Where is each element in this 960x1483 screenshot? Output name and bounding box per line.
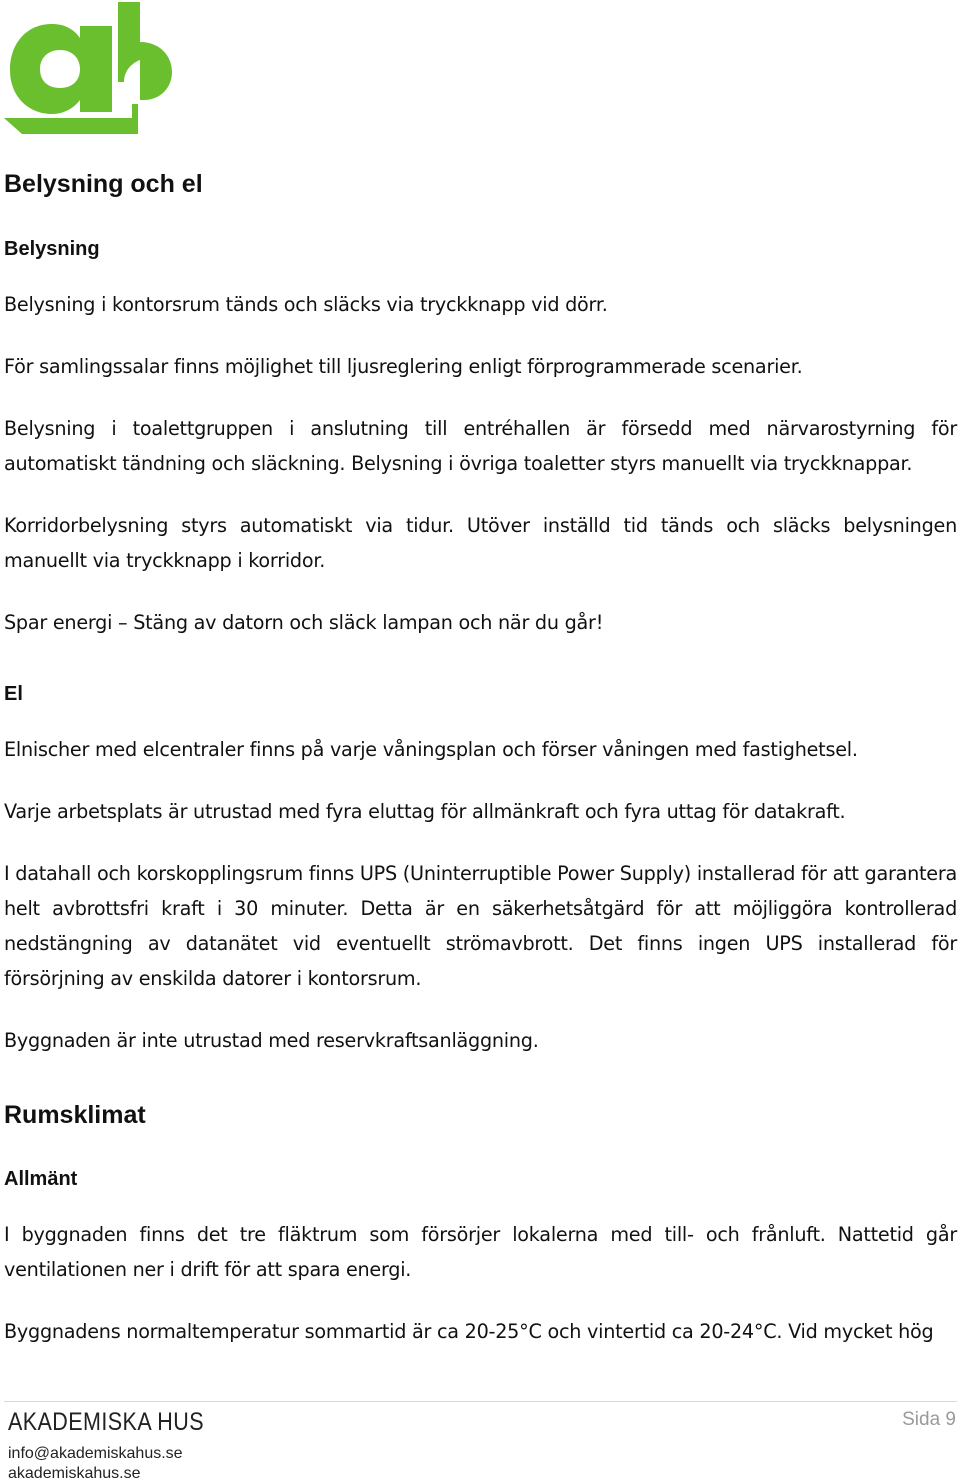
akademiska-hus-logo-icon bbox=[4, 2, 172, 134]
paragraph-belysning-5: Spar energi – Stäng av datorn och släck lampan och när du går! bbox=[4, 611, 604, 634]
paragraph-belysning-2: För samlingssalar finns möjlighet till ljusreglering enligt förprogrammerade scenarier. bbox=[4, 355, 803, 378]
footer-divider bbox=[4, 1401, 957, 1402]
footer-email-link[interactable]: info@akademiskahus.se bbox=[8, 1445, 183, 1462]
section-heading-belysning-och-el: Belysning och el bbox=[4, 170, 203, 198]
paragraph-belysning-3: Belysning i toalettgruppen i anslutning till entréhallen är försedd med närvarostyrning för automatiskt tändning och släckning. Belysning i övriga toaletter styrs manuellt via tryckknappar. bbox=[4, 417, 957, 475]
subheading-allmant: Allmänt bbox=[4, 1168, 78, 1190]
paragraph-belysning-1: Belysning i kontorsrum tänds och släcks via tryckknapp vid dörr. bbox=[4, 293, 608, 316]
logo-text: ah bbox=[4, 2, 5, 3]
paragraph-el-2: Varje arbetsplats är utrustad med fyra eluttag för allmänkraft och fyra uttag för datakraft. bbox=[4, 800, 846, 823]
page-number: Sida 9 bbox=[902, 1409, 956, 1430]
paragraph-rumsklimat-2: Byggnadens normaltemperatur sommartid är ca 20-25°C och vintertid ca 20-24°C. Vid mycket hög bbox=[4, 1320, 934, 1343]
footer-brand: AKADEMISKA HUS bbox=[8, 1408, 204, 1436]
subheading-belysning: Belysning bbox=[4, 238, 100, 260]
subheading-el: El bbox=[4, 683, 23, 705]
paragraph-rumsklimat-1: I byggnaden finns det tre fläktrum som försörjer lokalerna med till- och frånluft. Nattetid går ventilationen ner i drift för att spara energi. bbox=[4, 1223, 957, 1281]
paragraph-belysning-4: Korridorbelysning styrs automatiskt via tidur. Utöver inställd tid tänds och släcks belysningen manuellt via tryckknapp i korridor. bbox=[4, 514, 957, 572]
paragraph-el-1: Elnischer med elcentraler finns på varje våningsplan och förser våningen med fastighetsel. bbox=[4, 738, 858, 761]
paragraph-el-3: I datahall och korskopplingsrum finns UPS (Uninterruptible Power Supply) installerad för att garantera helt avbrottsfri kraft i 30 minuter. Detta är en säkerhetsåtgärd för att möjliggöra kontrollerad nedstängning av datanätet vid eventuellt strömavbrott. Det finns ingen UPS installerad för försörjning av enskilda datorer i kontorsrum. bbox=[4, 862, 957, 990]
paragraph-el-4: Byggnaden är inte utrustad med reservkraftsanläggning. bbox=[4, 1029, 539, 1052]
section-heading-rumsklimat: Rumsklimat bbox=[4, 1101, 146, 1129]
footer-website-link[interactable]: akademiskahus.se bbox=[8, 1465, 141, 1482]
